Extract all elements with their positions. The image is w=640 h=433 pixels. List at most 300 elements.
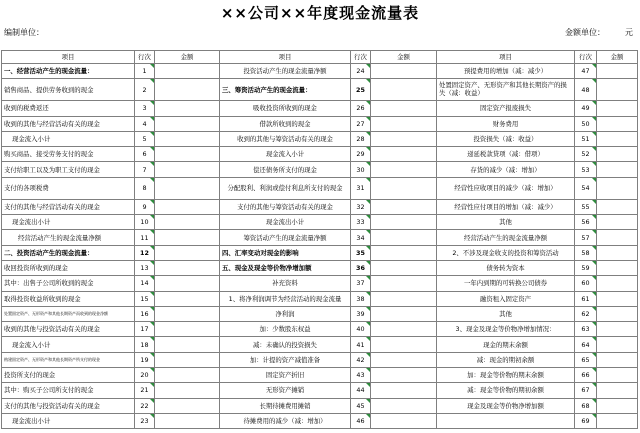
- line-number: 10: [135, 215, 155, 230]
- table-row: [2, 383, 638, 398]
- line-number: 30: [351, 162, 371, 177]
- line-number: 23: [135, 413, 155, 428]
- item-label: 2、不涉及现金收支的投资和筹资活动: [437, 245, 575, 260]
- cell-comment-marker: [150, 230, 154, 234]
- line-number: 29: [351, 147, 371, 162]
- line-number: 36: [351, 260, 371, 275]
- item-label: 1、将净利润调节为经营活动的现金流量: [220, 291, 351, 306]
- line-number: 32: [351, 199, 371, 214]
- item-label: 现金流出小计: [220, 215, 351, 230]
- item-label: 一年内到期的可转换公司债券: [437, 276, 575, 291]
- item-label: 加：少数股东权益: [220, 322, 351, 337]
- header-row: [2, 51, 638, 64]
- item-label: 现金流入小计: [2, 131, 135, 146]
- item-label: 其中：出售子公司所收到的现金: [2, 276, 135, 291]
- item-label: 筹资活动产生的现金流量净额: [220, 230, 351, 245]
- item-label: 加：现金等价物的期末余额: [437, 368, 575, 383]
- line-number: 65: [575, 352, 597, 367]
- amount-cell[interactable]: [155, 337, 220, 352]
- cell-comment-marker: [150, 178, 154, 182]
- line-number: 18: [135, 337, 155, 352]
- table-row: [2, 398, 638, 413]
- item-label: 现金流入小计: [220, 147, 351, 162]
- amount-cell[interactable]: [155, 162, 220, 177]
- amount-cell[interactable]: [597, 245, 638, 260]
- line-number: 17: [135, 322, 155, 337]
- cell-comment-marker: [366, 215, 370, 219]
- header-line-no: 行次: [575, 51, 597, 64]
- line-number: 47: [575, 64, 597, 79]
- amount-cell[interactable]: [597, 131, 638, 146]
- cell-comment-marker: [366, 64, 370, 68]
- cell-comment-marker: [366, 307, 370, 311]
- table-row: [2, 230, 638, 245]
- cell-comment-marker: [592, 178, 596, 182]
- amount-cell[interactable]: [371, 199, 437, 214]
- line-number: 44: [351, 383, 371, 398]
- cell-comment-marker: [592, 64, 596, 68]
- table-row: [2, 215, 638, 230]
- amount-cell[interactable]: [371, 215, 437, 230]
- cell-comment-marker: [366, 162, 370, 166]
- item-label: 借款所收到的现金: [220, 116, 351, 131]
- amount-cell[interactable]: [597, 147, 638, 162]
- amount-cell[interactable]: [371, 337, 437, 352]
- table-row: [2, 337, 638, 352]
- amount-cell[interactable]: [597, 352, 638, 367]
- line-number: 21: [135, 383, 155, 398]
- item-label: 吸收投资所收到的现金: [220, 101, 351, 116]
- item-label: 固定资产折旧: [220, 368, 351, 383]
- table-row: [2, 101, 638, 116]
- amount-cell[interactable]: [155, 116, 220, 131]
- cell-comment-marker: [366, 383, 370, 387]
- item-label: 支付的各项税费: [2, 177, 135, 199]
- amount-cell[interactable]: [371, 291, 437, 306]
- cell-comment-marker: [150, 147, 154, 151]
- item-label: 分配股利、利润或偿付利息所支付的现金: [220, 177, 351, 199]
- amount-cell[interactable]: [597, 383, 638, 398]
- line-number: 27: [351, 116, 371, 131]
- amount-cell[interactable]: [155, 260, 220, 275]
- cell-comment-marker: [592, 246, 596, 250]
- line-number: 38: [351, 291, 371, 306]
- item-label: [437, 413, 575, 428]
- item-label: 预提费用的增加（减：减少）: [437, 64, 575, 79]
- line-number: 68: [575, 398, 597, 413]
- amount-cell[interactable]: [371, 260, 437, 275]
- item-label: 债务转为资本: [437, 260, 575, 275]
- item-label: 经营活动产生的现金流量净额: [2, 230, 135, 245]
- item-label: 投资活动产生的现金流量净额: [220, 64, 351, 79]
- line-number: 61: [575, 291, 597, 306]
- amount-cell[interactable]: [371, 413, 437, 428]
- line-number: 13: [135, 260, 155, 275]
- line-number: 67: [575, 383, 597, 398]
- line-number: 51: [575, 131, 597, 146]
- cell-comment-marker: [366, 117, 370, 121]
- amount-cell[interactable]: [155, 199, 220, 214]
- header-item: 项目: [220, 51, 351, 64]
- amount-cell[interactable]: [597, 337, 638, 352]
- line-number: 69: [575, 413, 597, 428]
- line-number: 55: [575, 199, 597, 214]
- table-row: [2, 352, 638, 367]
- line-number: 56: [575, 215, 597, 230]
- amount-cell[interactable]: [155, 291, 220, 306]
- amount-cell[interactable]: [155, 101, 220, 116]
- line-number: 31: [351, 177, 371, 199]
- cell-comment-marker: [366, 399, 370, 403]
- line-number: 41: [351, 337, 371, 352]
- item-label: 减：未确认的投资损失: [220, 337, 351, 352]
- amount-cell[interactable]: [371, 101, 437, 116]
- amount-cell[interactable]: [155, 306, 220, 321]
- amount-cell[interactable]: [597, 322, 638, 337]
- cell-comment-marker: [150, 215, 154, 219]
- item-label: 支付的其他与投资活动有关的现金: [2, 398, 135, 413]
- item-label: 减：现金的期初余额: [437, 352, 575, 367]
- header-amount: 金额: [597, 51, 638, 64]
- amount-cell[interactable]: [155, 147, 220, 162]
- cell-comment-marker: [150, 337, 154, 341]
- item-label: 存货的减少（减：增加）: [437, 162, 575, 177]
- cell-comment-marker: [366, 353, 370, 357]
- item-label: 收到的其他与筹资活动有关的现金: [220, 131, 351, 146]
- amount-unit-label: 金额单位：: [565, 28, 605, 37]
- amount-cell[interactable]: [155, 352, 220, 367]
- amount-cell[interactable]: [371, 162, 437, 177]
- cell-comment-marker: [366, 132, 370, 136]
- line-number: 34: [351, 230, 371, 245]
- item-label: 投资损失（减：收益）: [437, 131, 575, 146]
- line-number: 24: [351, 64, 371, 79]
- header-line-no: 行次: [135, 51, 155, 64]
- line-number: 5: [135, 131, 155, 146]
- table-row: [2, 368, 638, 383]
- amount-cell[interactable]: [155, 79, 220, 101]
- line-number: 45: [351, 398, 371, 413]
- item-label: 无形资产摊销: [220, 383, 351, 398]
- cell-comment-marker: [592, 399, 596, 403]
- cell-comment-marker: [150, 307, 154, 311]
- amount-cell[interactable]: [371, 322, 437, 337]
- cell-comment-marker: [592, 147, 596, 151]
- amount-cell[interactable]: [371, 276, 437, 291]
- company-label: 编制单位：: [4, 28, 44, 37]
- amount-cell[interactable]: [597, 199, 638, 214]
- cell-comment-marker: [150, 101, 154, 105]
- cell-comment-marker: [592, 414, 596, 418]
- amount-cell[interactable]: [155, 322, 220, 337]
- item-label: 3、现金及现金等价物净增加情况：: [437, 322, 575, 337]
- line-number: 43: [351, 368, 371, 383]
- amount-cell[interactable]: [371, 79, 437, 101]
- item-label: 收到的其他与投资活动有关的现金: [2, 322, 135, 337]
- amount-cell[interactable]: [371, 245, 437, 260]
- table-row: [2, 147, 638, 162]
- item-label: 减：现金等价物的期初余额: [437, 383, 575, 398]
- item-label: 加：计提的资产减值准备: [220, 352, 351, 367]
- item-label: 融资租入固定资产: [437, 291, 575, 306]
- line-number: 66: [575, 368, 597, 383]
- line-number: 26: [351, 101, 371, 116]
- amount-cell[interactable]: [597, 306, 638, 321]
- item-label: 补充资料: [220, 276, 351, 291]
- unit-value: 元: [625, 28, 633, 37]
- cell-comment-marker: [366, 322, 370, 326]
- cell-comment-marker: [592, 162, 596, 166]
- line-number: 12: [135, 245, 155, 260]
- cell-comment-marker: [366, 368, 370, 372]
- line-number: 52: [575, 147, 597, 162]
- line-number: 15: [135, 291, 155, 306]
- item-label: 递延税款贷项（减：借项）: [437, 147, 575, 162]
- item-label: 处置固定资产、无形资产和其他长期资产而收到的现金净额: [2, 306, 135, 321]
- cell-comment-marker: [592, 230, 596, 234]
- line-number: 28: [351, 131, 371, 146]
- item-label: 收到的其他与经营活动有关的现金: [2, 116, 135, 131]
- amount-cell[interactable]: [155, 131, 220, 146]
- amount-cell[interactable]: [371, 230, 437, 245]
- amount-cell[interactable]: [597, 276, 638, 291]
- item-label: 其中：购买子公司所支付的现金: [2, 383, 135, 398]
- cell-comment-marker: [150, 117, 154, 121]
- line-number: 50: [575, 116, 597, 131]
- cell-comment-marker: [150, 79, 154, 83]
- table-row: [2, 116, 638, 131]
- item-label: 财务费用: [437, 116, 575, 131]
- table-row: [2, 413, 638, 428]
- cell-comment-marker: [366, 276, 370, 280]
- table-body: [2, 64, 638, 429]
- cell-comment-marker: [592, 292, 596, 296]
- item-label: 现金流入小计: [2, 337, 135, 352]
- line-number: 6: [135, 147, 155, 162]
- amount-cell[interactable]: [597, 230, 638, 245]
- cell-comment-marker: [366, 178, 370, 182]
- table-row: [2, 177, 638, 199]
- line-number: 40: [351, 322, 371, 337]
- cell-comment-marker: [150, 162, 154, 166]
- cell-comment-marker: [366, 337, 370, 341]
- header-amount: 金额: [155, 51, 220, 64]
- amount-cell[interactable]: [371, 147, 437, 162]
- line-number: 46: [351, 413, 371, 428]
- cell-comment-marker: [592, 276, 596, 280]
- amount-cell[interactable]: [371, 64, 437, 79]
- line-number: 42: [351, 352, 371, 367]
- report-title: ××公司××年度现金流量表: [220, 4, 420, 22]
- amount-cell[interactable]: [371, 177, 437, 199]
- cell-comment-marker: [150, 368, 154, 372]
- item-label: 二、投资活动产生的现金流量：: [2, 245, 135, 260]
- item-label: 净利润: [220, 306, 351, 321]
- item-label: 购买商品、接受劳务支付的现金: [2, 147, 135, 162]
- cell-comment-marker: [592, 200, 596, 204]
- amount-cell[interactable]: [371, 368, 437, 383]
- amount-cell[interactable]: [371, 398, 437, 413]
- item-label: 四、汇率变动对现金的影响: [220, 245, 351, 260]
- cell-comment-marker: [150, 200, 154, 204]
- item-label: 购建固定资产、无形资产和其他长期资产所支付的现金: [2, 352, 135, 367]
- line-number: 4: [135, 116, 155, 131]
- cell-comment-marker: [592, 261, 596, 265]
- amount-cell[interactable]: [155, 383, 220, 398]
- item-label: 五、现金及现金等价物净增加额: [220, 260, 351, 275]
- amount-cell[interactable]: [597, 79, 638, 101]
- item-label: 现金的期末余额: [437, 337, 575, 352]
- cell-comment-marker: [366, 147, 370, 151]
- cell-comment-marker: [150, 322, 154, 326]
- table-row: [2, 245, 638, 260]
- header-item: 项目: [2, 51, 135, 64]
- cell-comment-marker: [366, 292, 370, 296]
- line-number: 60: [575, 276, 597, 291]
- line-number: 7: [135, 162, 155, 177]
- item-label: 偿还债务所支付的现金: [220, 162, 351, 177]
- amount-cell[interactable]: [597, 398, 638, 413]
- item-label: 现金流出小计: [2, 215, 135, 230]
- item-label: 处置固定资产、无形资产和其他长期资产的损失（减：收益）: [437, 79, 575, 101]
- cell-comment-marker: [592, 307, 596, 311]
- amount-cell[interactable]: [371, 116, 437, 131]
- item-label: 支付给职工以及为职工支付的现金: [2, 162, 135, 177]
- amount-cell[interactable]: [155, 368, 220, 383]
- cell-comment-marker: [150, 353, 154, 357]
- line-number: 11: [135, 230, 155, 245]
- amount-cell[interactable]: [155, 215, 220, 230]
- item-label: 收回投资所收到的现金: [2, 260, 135, 275]
- cell-comment-marker: [150, 399, 154, 403]
- line-number: 2: [135, 79, 155, 101]
- line-number: 20: [135, 368, 155, 383]
- amount-cell[interactable]: [155, 64, 220, 79]
- cell-comment-marker: [150, 383, 154, 387]
- amount-cell[interactable]: [597, 260, 638, 275]
- cell-comment-marker: [366, 261, 370, 265]
- line-number: 16: [135, 306, 155, 321]
- cell-comment-marker: [366, 414, 370, 418]
- amount-cell[interactable]: [155, 177, 220, 199]
- line-number: 62: [575, 306, 597, 321]
- cell-comment-marker: [592, 383, 596, 387]
- table-row: [2, 199, 638, 214]
- table-row: [2, 260, 638, 275]
- item-label: 经营性应收项目的减少（减：增加）: [437, 177, 575, 199]
- line-number: 3: [135, 101, 155, 116]
- amount-cell[interactable]: [371, 352, 437, 367]
- cell-comment-marker: [366, 101, 370, 105]
- item-label: 现金流出小计: [2, 413, 135, 428]
- line-number: 22: [135, 398, 155, 413]
- table-row: [2, 162, 638, 177]
- line-number: 48: [575, 79, 597, 101]
- cell-comment-marker: [366, 200, 370, 204]
- line-number: 8: [135, 177, 155, 199]
- table-row: [2, 131, 638, 146]
- table-row: [2, 276, 638, 291]
- cell-comment-marker: [150, 261, 154, 265]
- cell-comment-marker: [592, 337, 596, 341]
- line-number: 1: [135, 64, 155, 79]
- amount-cell[interactable]: [597, 116, 638, 131]
- line-number: 33: [351, 215, 371, 230]
- amount-cell[interactable]: [597, 101, 638, 116]
- header-amount: 金额: [371, 51, 437, 64]
- cell-comment-marker: [592, 117, 596, 121]
- header-line-no: 行次: [351, 51, 371, 64]
- cell-comment-marker: [366, 230, 370, 234]
- item-label: 其他: [437, 306, 575, 321]
- amount-cell[interactable]: [371, 383, 437, 398]
- line-number: 9: [135, 199, 155, 214]
- cell-comment-marker: [150, 64, 154, 68]
- cell-comment-marker: [150, 132, 154, 136]
- line-number: 63: [575, 322, 597, 337]
- amount-cell[interactable]: [155, 230, 220, 245]
- item-label: 一、经营活动产生的现金流量：: [2, 64, 135, 79]
- amount-cell[interactable]: [155, 276, 220, 291]
- cell-comment-marker: [592, 101, 596, 105]
- table-row: [2, 291, 638, 306]
- item-label: 长期待摊费用摊销: [220, 398, 351, 413]
- item-label: 取得投资收益所收到的现金: [2, 291, 135, 306]
- line-number: 64: [575, 337, 597, 352]
- amount-cell[interactable]: [597, 64, 638, 79]
- amount-cell[interactable]: [597, 177, 638, 199]
- cell-comment-marker: [592, 132, 596, 136]
- table-row: [2, 322, 638, 337]
- line-number: 37: [351, 276, 371, 291]
- line-number: 54: [575, 177, 597, 199]
- cell-comment-marker: [150, 276, 154, 280]
- item-label: 待摊费用的减少（减：增加）: [220, 413, 351, 428]
- item-label: 现金及现金等价物净增加额: [437, 398, 575, 413]
- amount-cell[interactable]: [155, 413, 220, 428]
- amount-cell[interactable]: [597, 215, 638, 230]
- amount-cell[interactable]: [371, 306, 437, 321]
- item-label: 固定资产报废损失: [437, 101, 575, 116]
- line-number: 59: [575, 260, 597, 275]
- amount-cell[interactable]: [597, 413, 638, 428]
- cell-comment-marker: [366, 246, 370, 250]
- item-label: 支付的其他与筹资活动有关的现金: [220, 199, 351, 214]
- item-label: 经营性应付项目的增加（减：减少）: [437, 199, 575, 214]
- item-label: 投资所支付的现金: [2, 368, 135, 383]
- cell-comment-marker: [150, 414, 154, 418]
- cell-comment-marker: [592, 79, 596, 83]
- table-row: [2, 306, 638, 321]
- table-row: [2, 79, 638, 101]
- amount-cell[interactable]: [597, 162, 638, 177]
- amount-cell[interactable]: [155, 398, 220, 413]
- line-number: 39: [351, 306, 371, 321]
- amount-cell[interactable]: [597, 291, 638, 306]
- amount-cell[interactable]: [155, 245, 220, 260]
- amount-cell[interactable]: [597, 368, 638, 383]
- amount-cell[interactable]: [371, 131, 437, 146]
- cash-flow-table: [1, 50, 638, 429]
- line-number: 49: [575, 101, 597, 116]
- line-number: 25: [351, 79, 371, 101]
- item-label: 其他: [437, 215, 575, 230]
- item-label: 经营活动产生的现金流量净额: [437, 230, 575, 245]
- header-item: 项目: [437, 51, 575, 64]
- cell-comment-marker: [150, 292, 154, 296]
- item-label: 支付的其他与经营活动有关的现金: [2, 199, 135, 214]
- item-label: 销售商品、提供劳务收到的现金: [2, 79, 135, 101]
